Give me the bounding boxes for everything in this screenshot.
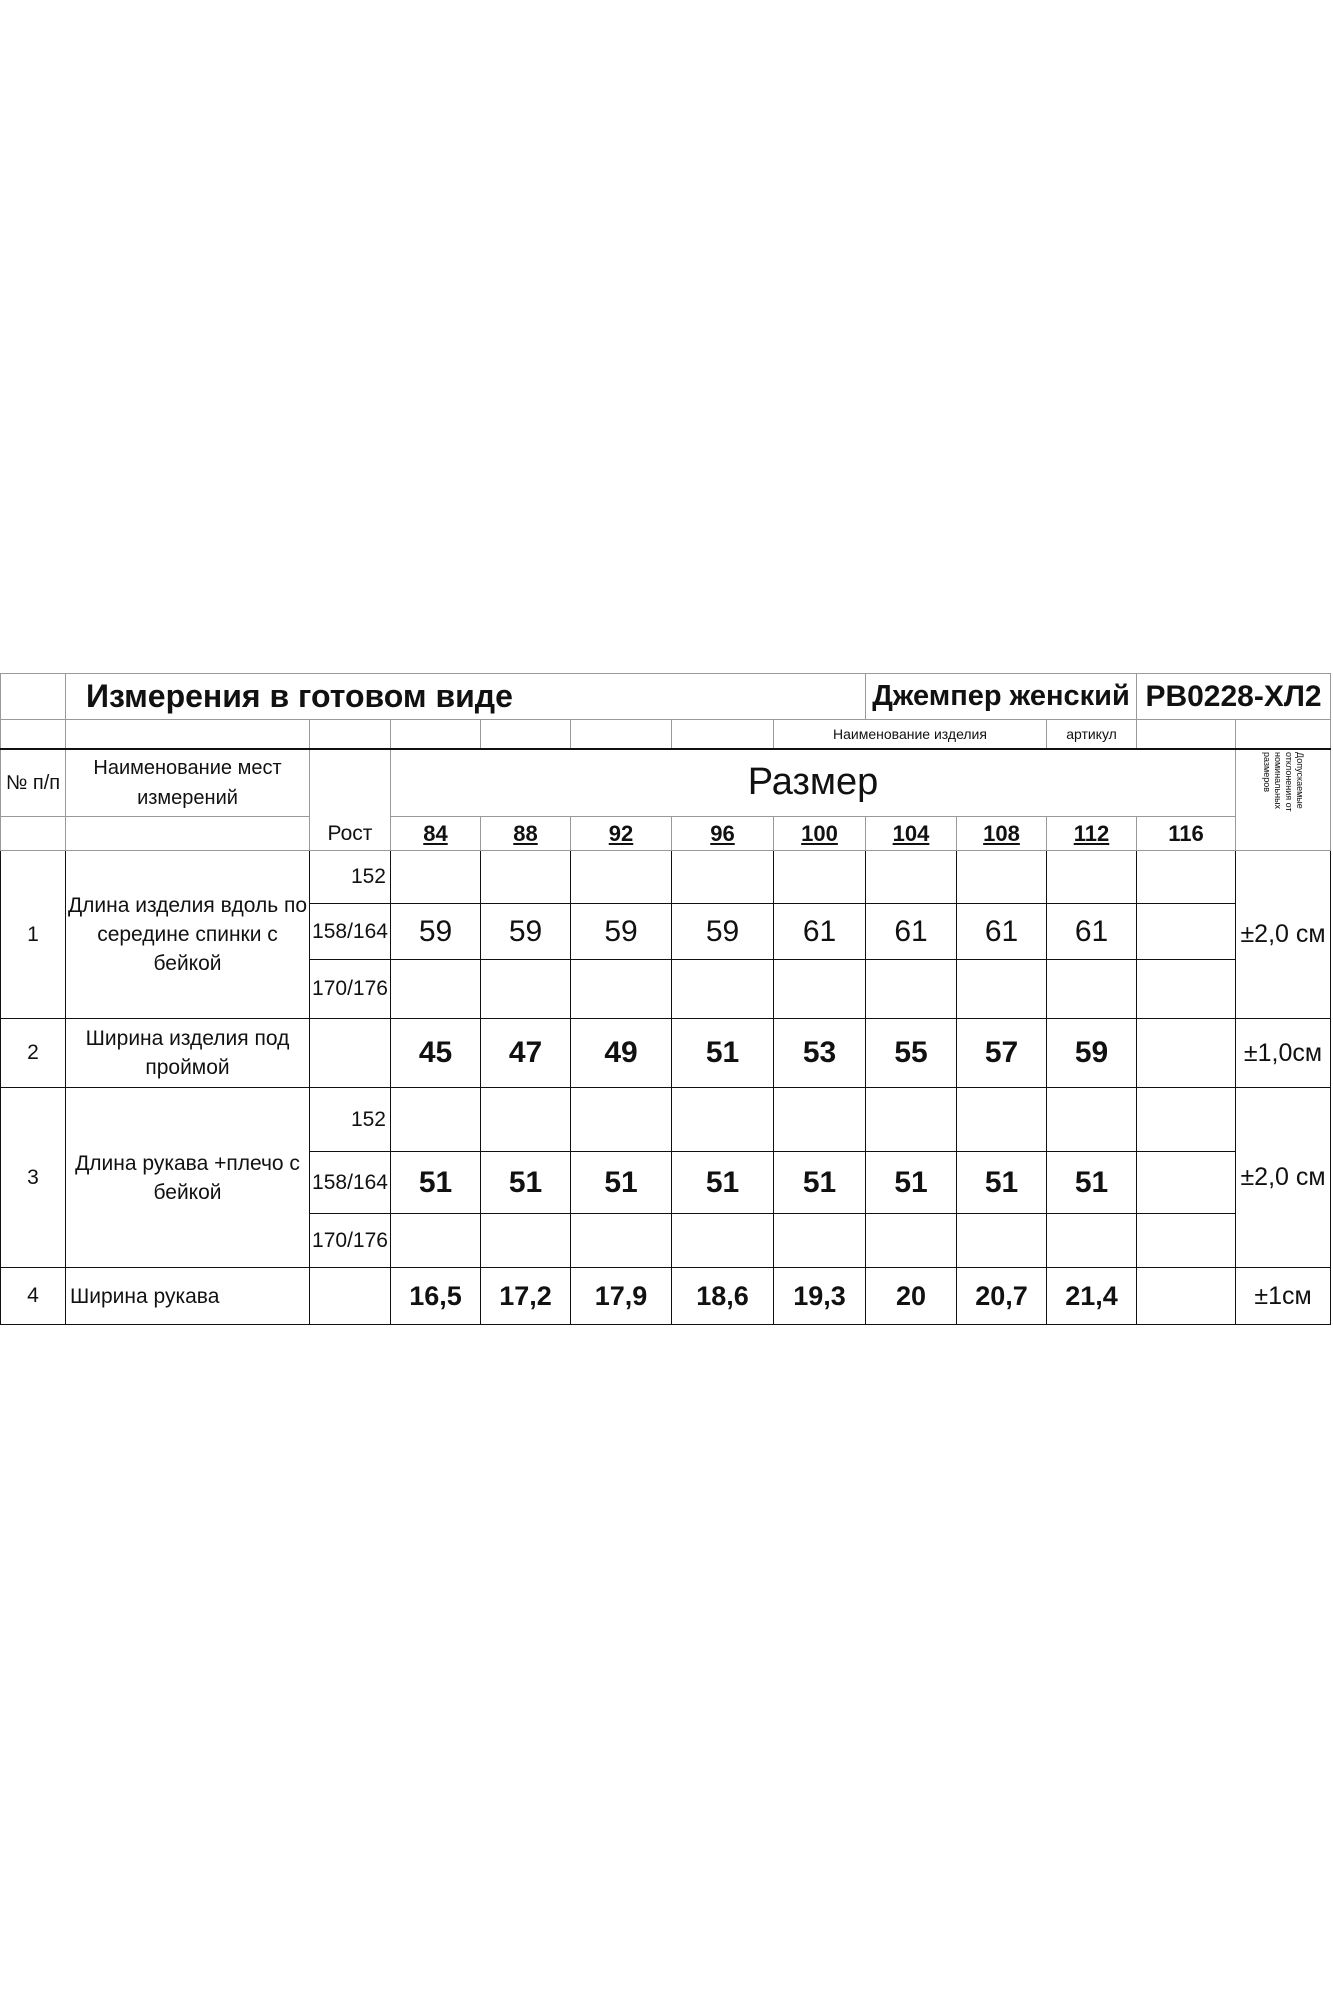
value-cell: 55 [866,1019,957,1088]
value-cell: 17,2 [481,1268,571,1325]
tolerance-cell: ±2,0 см [1236,1088,1331,1268]
value-cell: 20,7 [957,1268,1047,1325]
tolerance-header-text: Допускаемые отклонения от номинальных размеров [1262,752,1306,812]
tolerance-cell: ±1см [1236,1268,1331,1325]
sheet-title: Измерения в готовом виде [66,674,866,720]
value-cell [1137,1268,1236,1325]
value-cell: 21,4 [1047,1268,1137,1325]
size-header: 92 [571,817,672,851]
header-row [1,749,1331,817]
row-number: 1 [1,851,66,1019]
value-cell: 20 [866,1268,957,1325]
value-cell: 51 [391,1152,481,1214]
col-rost-header: Рост [310,749,391,851]
col-name-header: Наименование мест измерений [66,749,310,817]
size-header: 96 [672,817,774,851]
product-caption: Наименование изделия [774,720,1047,749]
row-name: Длина изделия вдоль по середине спинки с бейкой [66,851,310,1019]
value-cell: 51 [481,1152,571,1214]
value-cell [1137,904,1236,960]
value-cell [1137,1152,1236,1214]
table-row [1,1019,1331,1088]
row-name: Длина рукава +плечо с бейкой [66,1088,310,1268]
value-cell: 59 [391,904,481,960]
value-cell: 61 [866,904,957,960]
size-table [0,673,1331,1325]
value-cell: 51 [1047,1152,1137,1214]
row-name: Ширина рукава [66,1268,310,1325]
tolerance-cell: ±2,0 см [1236,851,1331,1019]
value-cell: 61 [1047,904,1137,960]
size-header: 116 [1137,817,1236,851]
value-cell: 61 [957,904,1047,960]
value-cell: 51 [866,1152,957,1214]
value-cell: 18,6 [672,1268,774,1325]
rost-cell: 152 [310,851,391,904]
rost-cell: 152 [310,1088,391,1152]
value-cell: 51 [672,1152,774,1214]
size-header: 88 [481,817,571,851]
row-number: 3 [1,1088,66,1268]
size-header: 84 [391,817,481,851]
rost-cell: 170/176 [310,1214,391,1268]
value-cell: 59 [571,904,672,960]
value-cell: 51 [957,1152,1047,1214]
table-row [1,1268,1331,1325]
title-empty-cell [1,674,66,720]
article-code: РВ0228-ХЛ2 [1137,674,1331,720]
value-cell: 57 [957,1019,1047,1088]
rost-cell: 170/176 [310,960,391,1019]
size-header: 108 [957,817,1047,851]
tolerance-cell: ±1,0см [1236,1019,1331,1088]
size-header: 100 [774,817,866,851]
sizes-row [1,817,1331,851]
value-cell: 17,9 [571,1268,672,1325]
col-num-header: № п/п [1,749,66,817]
value-cell: 19,3 [774,1268,866,1325]
row-number: 4 [1,1268,66,1325]
value-cell: 45 [391,1019,481,1088]
title-row [1,674,1331,720]
value-cell: 59 [672,904,774,960]
value-cell: 59 [481,904,571,960]
product-name: Джемпер женский [866,674,1137,720]
size-header: 104 [866,817,957,851]
value-cell: 59 [1047,1019,1137,1088]
value-cell: 16,5 [391,1268,481,1325]
col-razmer-header: Размер [391,749,1236,817]
value-cell: 51 [774,1152,866,1214]
article-caption: артикул [1047,720,1137,749]
value-cell: 53 [774,1019,866,1088]
measurement-sheet [0,673,1333,1330]
value-cell: 47 [481,1019,571,1088]
value-cell: 51 [571,1152,672,1214]
rost-cell: 158/164 [310,1152,391,1214]
value-cell [1137,1019,1236,1088]
col-tolerance-header [1236,749,1331,851]
value-cell: 51 [672,1019,774,1088]
table-row [1,851,1331,904]
row-name: Ширина изделия под проймой [66,1019,310,1088]
value-cell: 61 [774,904,866,960]
row-number: 2 [1,1019,66,1088]
value-cell: 49 [571,1019,672,1088]
caption-row [1,720,1331,749]
size-header: 112 [1047,817,1137,851]
table-row [1,1088,1331,1152]
rost-cell: 158/164 [310,904,391,960]
